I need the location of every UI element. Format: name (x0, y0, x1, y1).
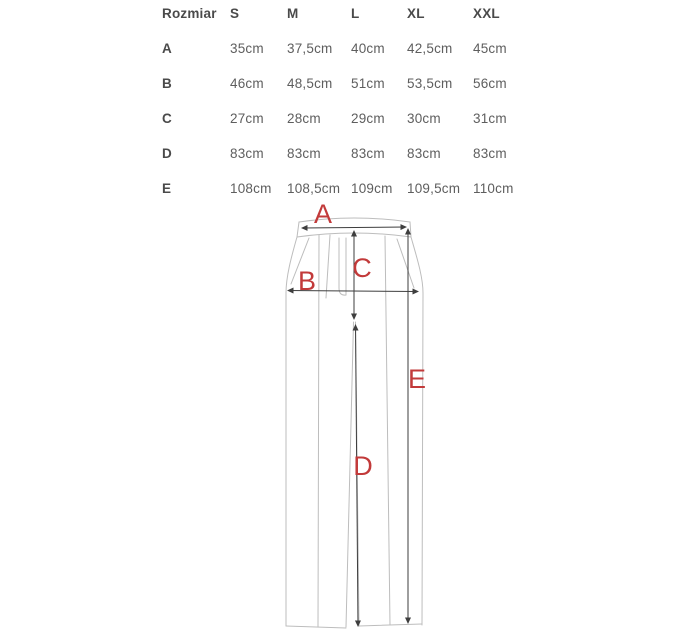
table-cell: 51cm (351, 76, 385, 91)
table-cell: 30cm (407, 111, 441, 126)
size-table-header-rozmiar: Rozmiar (162, 6, 217, 21)
right-crease-line (385, 236, 390, 625)
label-d: D (353, 451, 373, 481)
size-table-header-m: M (287, 6, 299, 21)
table-cell: 29cm (351, 111, 385, 126)
right-pocket-line (397, 239, 414, 288)
table-cell: 28cm (287, 111, 321, 126)
table-cell: 48,5cm (287, 76, 333, 91)
table-cell: 37,5cm (287, 41, 333, 56)
label-e: E (407, 364, 427, 394)
table-cell: 109,5cm (407, 181, 461, 196)
left-dart-line (326, 235, 330, 298)
table-cell: 45cm (473, 41, 507, 56)
size-table-header-s: S (230, 6, 240, 21)
table-cell: 40cm (351, 41, 385, 56)
table-cell: 83cm (351, 146, 385, 161)
row-label: E (162, 181, 172, 196)
label-c: C (352, 253, 372, 283)
left-hem (286, 626, 346, 628)
size-table-header-l: L (351, 6, 360, 21)
measurement-labels-group (298, 199, 426, 481)
table-cell: 53,5cm (407, 76, 453, 91)
table-cell: 110cm (473, 181, 514, 196)
table-cell: 42,5cm (407, 41, 453, 56)
label-a: A (313, 199, 333, 229)
table-cell: 56cm (473, 76, 507, 91)
row-label: C (162, 111, 172, 126)
table-cell: 108,5cm (287, 181, 341, 196)
table-cell: 108cm (230, 181, 272, 196)
row-label: A (162, 41, 172, 56)
size-table-header-xl: XL (407, 6, 425, 21)
right-outer-seam (411, 237, 423, 625)
waistband-right-edge (410, 222, 411, 237)
table-cell: 83cm (473, 146, 507, 161)
waistband-left-edge (297, 222, 299, 237)
size-table-header-xxl: XXL (473, 6, 500, 21)
table-cell: 31cm (473, 111, 507, 126)
fly-line (339, 238, 346, 295)
table-cell: 109cm (351, 181, 393, 196)
label-b: B (297, 266, 317, 296)
left-crease-line (318, 235, 319, 627)
table-cell: 83cm (287, 146, 321, 161)
left-outer-seam (286, 237, 297, 626)
table-cell: 35cm (230, 41, 264, 56)
table-cell: 83cm (230, 146, 264, 161)
right-hem (359, 624, 422, 626)
table-cell: 46cm (230, 76, 264, 91)
table-cell: 83cm (407, 146, 441, 161)
row-label: B (162, 76, 172, 91)
table-cell: 27cm (230, 111, 264, 126)
row-label: D (162, 146, 172, 161)
